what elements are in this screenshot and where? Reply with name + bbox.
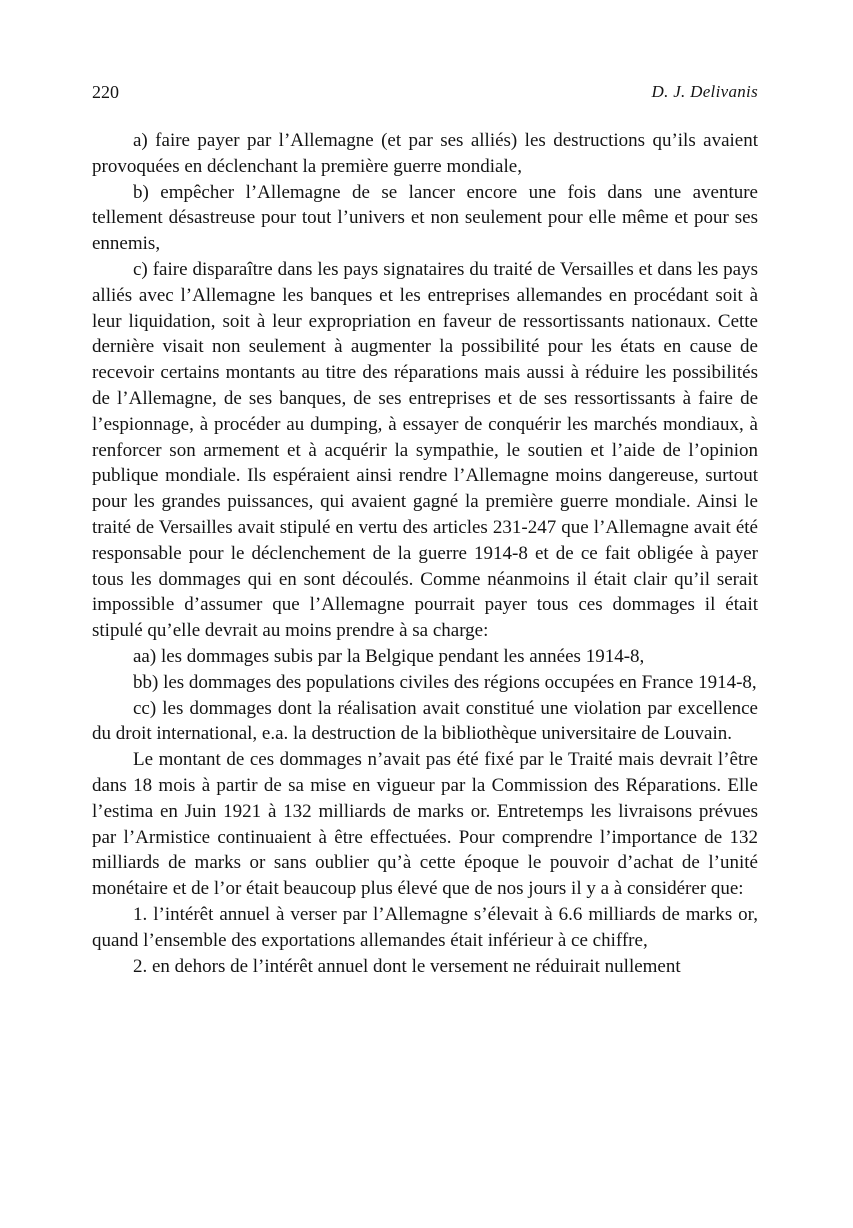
paragraph-item-1: 1. l’intérêt annuel à verser par l’Allemagne s’élevait à 6.6 milliards de marks or, quand l’ensemble des exportations allemandes était inférieur à ce chiffre, xyxy=(92,903,758,951)
paragraph-item-a: a) faire payer par l’Allemagne (et par ses alliés) les destructions qu’ils avaient provoquées en déclenchant la première guerre mondiale, xyxy=(92,130,758,177)
paragraph-item-bb: bb) les dommages des populations civiles des régions occupées en France 1914-8, xyxy=(133,671,757,693)
paragraph-item-2: 2. en dehors de l’intérêt annuel dont le versement ne réduirait nullement xyxy=(133,955,681,977)
author-name: D. J. Delivanis xyxy=(651,82,758,101)
body-text xyxy=(92,128,758,979)
paragraph-item-b: b) empêcher l’Allemagne de se lancer encore une fois dans une aventure tellement désastreuse pour tout l’univers et non seulement pour elle même et pour ses ennemis, xyxy=(92,181,758,255)
page-number: 220 xyxy=(92,82,119,102)
paragraph-montant: Le montant de ces dommages n’avait pas été fixé par le Traité mais devrait l’être dans 18 mois à partir de sa mise en vigueur par la Commission des Réparations. Elle l’estima en Juin 1921 à 132 milliards de marks or. Entretemps les livraisons prévues par l’Armistice continuaient à être effectuées. Pour comprendre l’importance de 132 milliards de marks or sans oublier qu’à cette époque le pouvoir d’achat de l’unité monétaire et de l’or était beaucoup plus élevé que de nos jours il y a à considérer que: xyxy=(92,749,758,900)
running-head xyxy=(92,82,758,108)
paragraph-item-c: c) faire disparaître dans les pays signataires du traité de Versailles et dans les pays alliés avec l’Allemagne les banques et les entreprises allemandes en procédant soit à leur liquidation, soit à leur expropriation en faveur de ressortissants nationaux. Cette dernière visait non seulement à augmenter la possibilité pour les états en cause de recevoir certains montants au titre des réparations mais aussi à réduire les possibilités de l’Allemagne, de ses banques, de ses entreprises et de ses ressortissants à faire de l’espionnage, à procéder au dumping, à essayer de conquérir les marchés mondiaux, à renforcer son armement et à acquérir la sympathie, le soutien et l’aide de l’opinion publique mondiale. Ils espéraient ainsi rendre l’Allemagne moins dangereuse, surtout pour les grandes puissances, qui avaient gagné la première guerre mondiale. Ainsi le traité de Versailles avait stipulé en vertu des articles 231-247 que l’Allemagne avait été responsable pour le déclenchement de la guerre 1914-8 et de ce fait obligée à payer tous les dommages qui en sont découlés. Comme néanmoins il était clair qu’il serait impossible d’assumer que l’Allemagne pourrait payer tous ces dommages il était stipulé qu’elle devrait au moins prendre à sa charge: xyxy=(92,258,758,642)
paragraph-item-aa: aa) les dommages subis par la Belgique pendant les années 1914-8, xyxy=(133,645,645,667)
paragraph-item-cc: cc) les dommages dont la réalisation avait constitué une violation par excellence du droit international, e.a. la destruction de la bibliothèque universitaire de Louvain. xyxy=(92,697,758,745)
